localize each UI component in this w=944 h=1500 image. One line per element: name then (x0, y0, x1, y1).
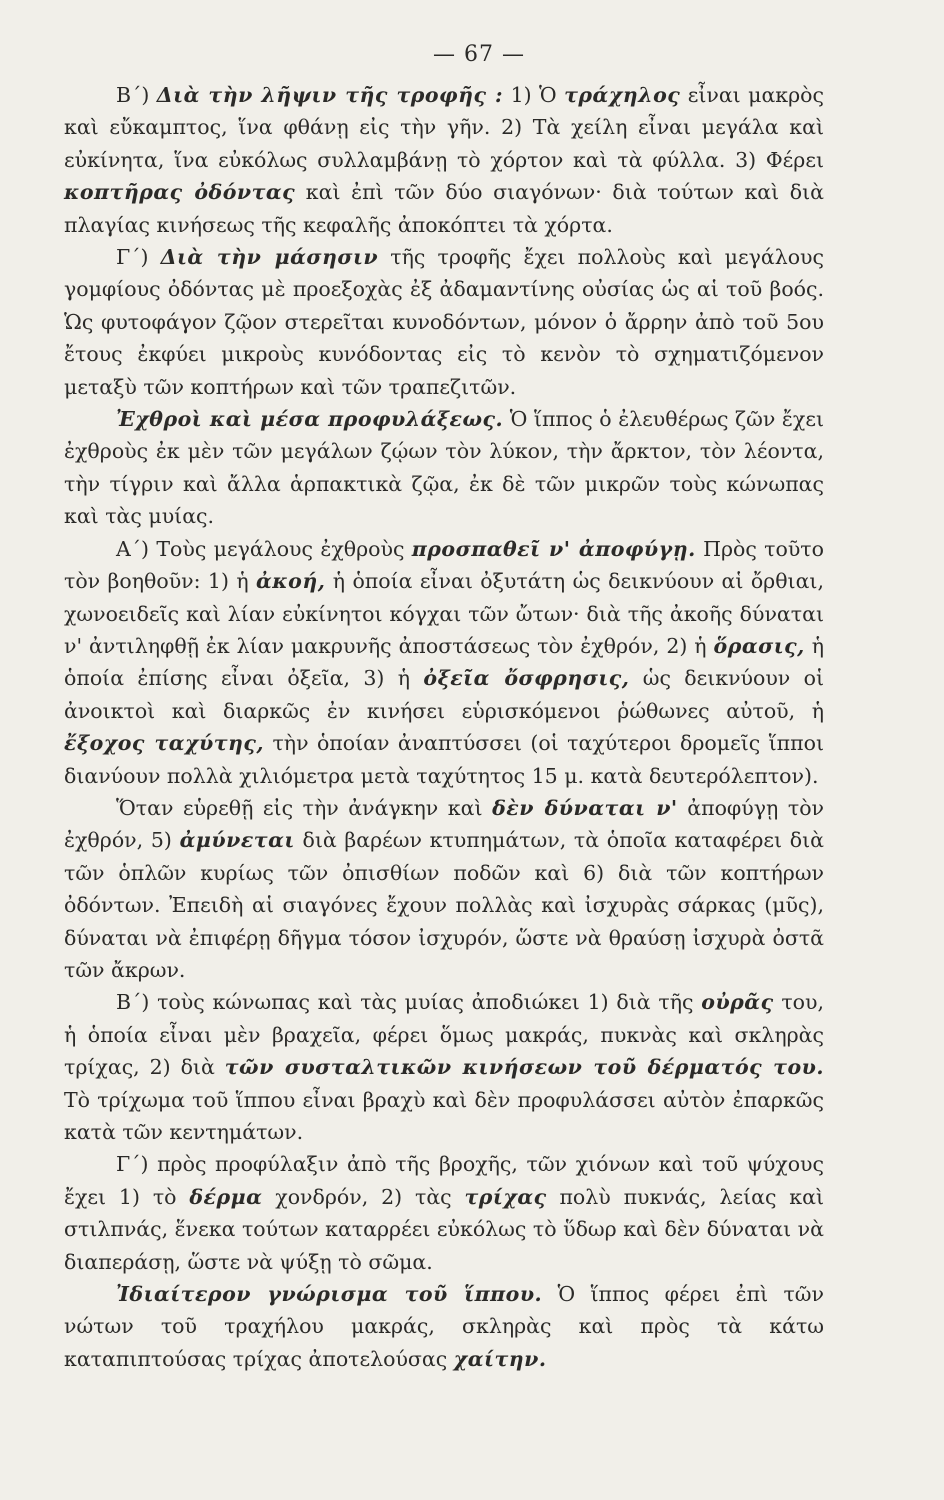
text-run: εἶναι μακρὸς καὶ εὔκαμπτος, ἵνα φθάνῃ εἰς τὴν γῆν. 2) Τὰ χείλη εἶναι μεγάλα καὶ εὐκίνητα, ἵνα εὐκόλως συλλαμβάνῃ τὸ χόρτον καὶ τὰ φύλλα. 3) Φέρει (64, 83, 824, 172)
bold-phrase: δέρμα (189, 1184, 263, 1209)
text-run: ἀποφύγῃ τὸν ἐχθρόν, 5) (64, 795, 824, 853)
text-run: Ὁ ἵππος φέρει ἐπὶ τῶν νώτων τοῦ τραχήλου μακράς, σκληρὰς καὶ πρὸς τὰ κάτω καταπιπτούσας τρίχας ἀποτελούσας (64, 1282, 824, 1371)
bold-phrase: Διὰ τὴν μάσησιν (160, 245, 379, 270)
bold-phrase: Ἰδιαίτερον γνώρισμα τοῦ ἵππου. (116, 1282, 543, 1307)
text-run: τῆς τροφῆς ἔχει πολλοὺς καὶ μεγάλους γομφίους ὀδόντας μὲ προεξοχὰς ἐξ ἀδαμαντίνης οὐσίας ὡς αἱ τοῦ βοός. Ὡς φυτοφάγον ζῷον στερεῖται κυνοδόντων, μόνον ὁ ἄρρην ἀπὸ τοῦ 5ου ἔτους ἐκφύει μικροὺς κυνόδοντας εἰς τὸ κενὸν τὸ σχηματιζόμενον μεταξὺ τῶν κοπτήρων καὶ τῶν τραπεζιτῶν. (64, 245, 824, 399)
paragraph-chewing (64, 241, 824, 403)
text-run: ὡς δεικνύουν οἱ ἀνοικτοὶ καὶ διαρκῶς ἐν κινήσει εὑρισκόμενοι ῥώθωνες αὐτοῦ, ἡ (64, 666, 825, 723)
page-body (64, 79, 824, 1375)
bold-phrase: ὅρασις, (713, 633, 805, 658)
text-run: τὴν ὁποίαν ἀναπτύσσει (οἱ ταχύτεροι δρομεῖς ἵπποι διανύουν πολλὰ χιλιόμετρα μετὰ ταχύτητος 15 μ. κατὰ δευτερόλεπτον). (64, 731, 824, 788)
bold-phrase: Διὰ τὴν λῆψιν τῆς τροφῆς : (156, 83, 504, 107)
text-run: Πρὸς τοῦτο τὸν βοηθοῦν: 1) ἡ (64, 536, 824, 594)
text-run: καὶ ἐπὶ τῶν δύο σιαγόνων· διὰ τούτων καὶ διὰ πλαγίας κινήσεως τῆς κεφαλῆς ἀποκόπτει τὰ χόρτα. (64, 180, 824, 237)
text-run: ἡ ὁποία εἶναι ὀξυτάτη ὡς δεικνύουν αἱ ὄρθιαι, χωνοειδεῖς καὶ λίαν εὐκίνητοι κόγχαι τῶν ὤτων· διὰ τῆς ἀκοῆς δύναται ν' ἀντιληφθῇ ἐκ λίαν μακρυνῆς ἀποστάσεως τὸν ἐχθρόν, 2) ἡ (64, 569, 824, 658)
text-run: ἡ ὁποία ἐπίσης εἶναι ὀξεῖα, 3) ἡ (64, 633, 824, 691)
text-run: Ὅταν εὑρεθῇ εἰς τὴν ἀνάγκην καὶ (116, 795, 493, 820)
text-run: του, ἡ ὁποία εἶναι μὲν βραχεῖα, φέρει ὅμως μακράς, πυκνὰς καὶ σκληρὰς τρίχας, 2) διὰ (64, 990, 824, 1080)
bold-phrase: Ἐχθροὶ καὶ μέσα προφυλάξεως. (116, 407, 504, 432)
text-run: Γ΄) πρὸς προφύλαξιν ἀπὸ τῆς βροχῆς, τῶν χιόνων καὶ τοῦ ψύχους ἔχει 1) τὸ (64, 1152, 824, 1209)
text-run: χονδρόν, 2) τὰς (262, 1184, 465, 1209)
bold-phrase: δὲν δύναται ν' (492, 795, 678, 820)
paragraph-mane (64, 1278, 824, 1375)
bold-phrase: τράχηλος (564, 83, 681, 107)
text-run: Τὸ τρίχωμα τοῦ ἵππου εἶναι βραχὺ καὶ δὲν προφυλάσσει αὐτὸν ἐπαρκῶς κατὰ τῶν κεντημάτων. (64, 1087, 824, 1144)
bold-phrase: ἀκοή, (256, 569, 326, 594)
text-run: πολὺ πυκνάς, λείας καὶ στιλπνάς, ἕνεκα τούτων καταρρέει εὐκόλως τὸ ὕδωρ καὶ δὲν δύναται νὰ διαπεράσῃ, ὥστε νὰ ψύξῃ τὸ σῶμα. (64, 1184, 824, 1274)
text-run: Β΄) τοὺς κώνωπας καὶ τὰς μυίας ἀποδιώκει 1) διὰ τῆς (116, 990, 702, 1015)
bold-phrase: τῶν συσταλτικῶν κινήσεων τοῦ δέρματός του. (224, 1055, 824, 1080)
page-number: — 67 — (433, 42, 525, 67)
bold-phrase: κοπτῆρας ὀδόντας (64, 180, 296, 205)
bold-phrase: τρίχας (464, 1184, 547, 1209)
text-run: Γ΄) (116, 245, 161, 270)
bold-phrase: προσπαθεῖ ν' ἀποφύγῃ. (411, 536, 696, 561)
text-run: Ὁ ἵππος ὁ ἐλευθέρως ζῶν ἔχει ἐχθροὺς ἐκ μὲν τῶν μεγάλων ζῴων τὸν λύκον, τὴν ἄρκτον, τὸν λέοντα, τὴν τίγριν καὶ ἄλλα ἁρπακτικὰ ζῷα, ἐκ δὲ τῶν μικρῶν τοὺς κώνωπας καὶ τὰς μυίας. (64, 407, 824, 529)
paragraph-feeding (64, 79, 824, 241)
bold-phrase: ὀξεῖα ὄσφρησις, (423, 666, 630, 691)
text-run: Α΄) Τοὺς μεγάλους ἐχθροὺς (116, 536, 412, 561)
paragraph-defense (64, 792, 824, 986)
paragraph-weather (64, 1148, 824, 1278)
text-run: Β΄) (116, 83, 157, 107)
paragraph-insects (64, 986, 824, 1148)
paragraph-enemies (64, 403, 824, 533)
bold-phrase: ἔξοχος ταχύτης, (64, 731, 265, 756)
text-run: διὰ βαρέων κτυπημάτων, τὰ ὁποῖα καταφέρει διὰ τῶν ὁπλῶν κυρίως τῶν ὀπισθίων ποδῶν καὶ 6) διὰ τῶν κοπτήρων ὀδόντων. Ἐπειδὴ αἱ σιαγόνες ἔχουν πολλὰς καὶ ἰσχυρὰς σάρκας (μῦς), δύναται νὰ ἐπιφέρῃ δῆγμα τόσον ἰσχυρόν, ὥστε νὰ θραύσῃ ἰσχυρὰ ὀστᾶ τῶν ἄκρων. (64, 828, 824, 982)
paragraph-large-enemies (64, 533, 824, 792)
bold-phrase: ἀμύνεται (179, 828, 295, 853)
text-run: 1) Ὁ (503, 83, 565, 107)
bold-phrase: οὐρᾶς (701, 990, 774, 1015)
bold-phrase: χαίτην. (453, 1346, 547, 1371)
